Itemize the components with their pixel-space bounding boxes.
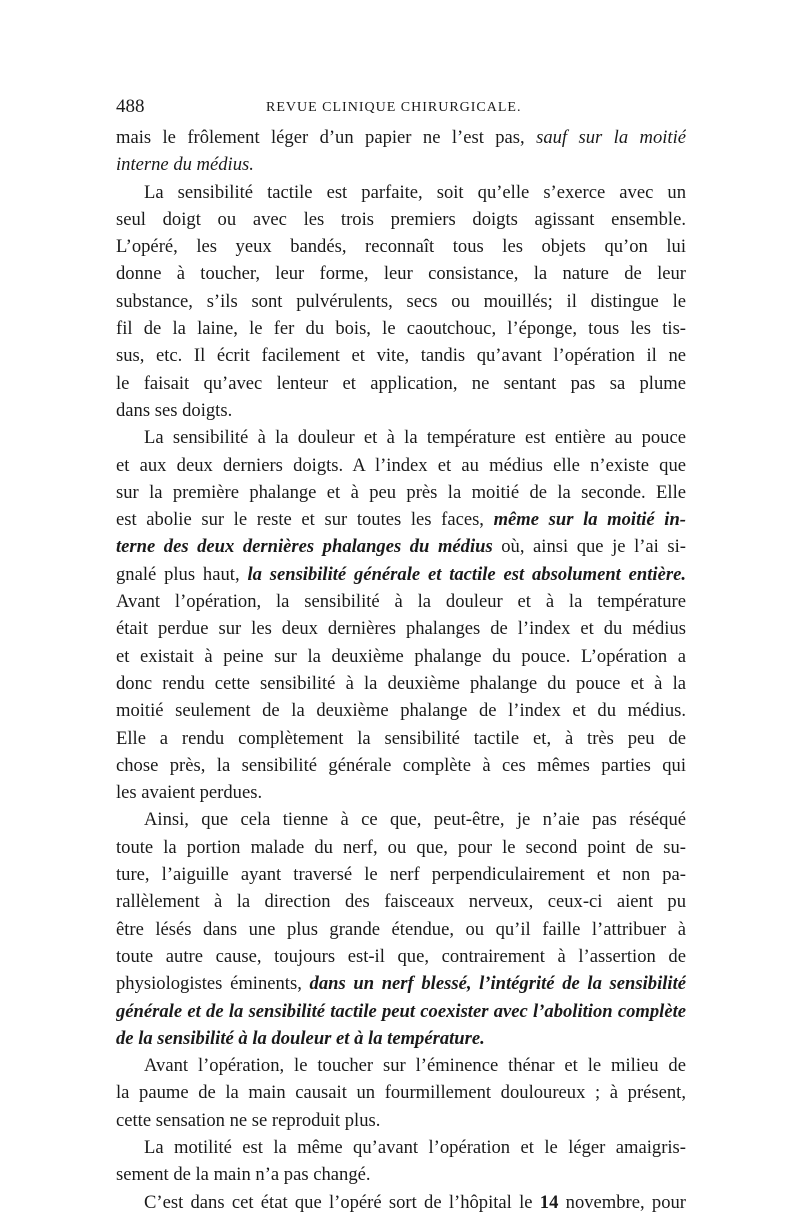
emphasized-text: 14 — [539, 1191, 559, 1213]
text-line — [116, 424, 686, 451]
text-line — [116, 806, 686, 833]
text-line — [116, 233, 686, 260]
emphasized-text: interne du médius. — [116, 154, 254, 176]
text-span: était perdue sur les deux dernières phalanges de l’index et du médius — [116, 618, 686, 640]
text-span: Avant l’opération, la sensibilité à la douleur et à la température — [116, 591, 686, 613]
text-span: Ainsi, que cela tienne à ce que, peut-être, je n’aie pas réséqué — [144, 809, 686, 831]
text-span: rallèlement à la direction des faisceaux nerveux, ceux-ci aient pu — [116, 891, 686, 913]
text-span: seul doigt ou avec les trois premiers doigts agissant ensemble. — [116, 208, 686, 230]
text-span: donne à toucher, leur forme, leur consistance, la nature de leur — [116, 263, 686, 285]
text-line — [116, 834, 686, 861]
text-span: sur la première phalange et à peu près la moitié de la seconde. Elle — [116, 481, 686, 503]
text-line — [116, 533, 686, 560]
text-line — [116, 124, 686, 151]
text-line — [116, 506, 686, 533]
page-header — [116, 96, 686, 120]
text-line — [116, 916, 686, 943]
text-span: chose près, la sensibilité générale complète à ces mêmes parties qui — [116, 754, 686, 776]
text-line — [116, 1107, 686, 1134]
text-span: novembre, pour — [558, 1191, 686, 1213]
text-line — [116, 452, 686, 479]
text-line — [116, 315, 686, 342]
emphasized-text: la sensibilité générale et tactile est absolument entière. — [247, 563, 686, 585]
text-line — [116, 342, 686, 369]
text-line — [116, 288, 686, 315]
emphasized-text: terne des deux dernières phalanges du médius — [116, 536, 493, 558]
text-line — [116, 643, 686, 670]
text-span: la paume de la main causait un fourmillement douloureux ; à présent, — [116, 1082, 686, 1104]
text-line — [116, 1025, 686, 1052]
text-span: mais le frôlement léger d’un papier ne l’est pas, — [116, 127, 537, 148]
text-span: et aux deux derniers doigts. A l’index et au médius elle n’existe que — [116, 454, 686, 476]
text-line — [116, 888, 686, 915]
text-line — [116, 1189, 686, 1216]
text-span: donc rendu cette sensibilité à la deuxième phalange du pouce et à la — [116, 672, 686, 694]
emphasized-text: de la sensibilité à la douleur et à la température. — [116, 1027, 485, 1049]
text-line — [116, 397, 686, 424]
text-span: sus, etc. Il écrit facilement et vite, tandis qu’avant l’opération il ne — [116, 345, 686, 367]
text-line — [116, 206, 686, 233]
text-span: C’est dans cet état que l’opéré sort de l’hôpital le — [144, 1191, 540, 1213]
text-line — [116, 561, 686, 588]
text-span: sement de la main n’a pas changé. — [116, 1164, 371, 1186]
text-line — [116, 588, 686, 615]
text-span: où, ainsi que je l’ai si- — [492, 536, 686, 558]
text-span: substance, s’ils sont pulvérulents, secs ou mouillés; il distingue le — [116, 290, 686, 312]
text-line — [116, 670, 686, 697]
page-number: 488 — [116, 96, 145, 117]
text-line — [116, 752, 686, 779]
text-span: Elle a rendu complètement la sensibilité tactile et, à très peu de — [116, 727, 686, 749]
text-line — [116, 697, 686, 724]
text-span: L’opéré, les yeux bandés, reconnaît tous les objets qu’on lui — [116, 236, 686, 258]
text-line — [116, 779, 686, 806]
text-line — [116, 970, 686, 997]
text-line — [116, 479, 686, 506]
text-line — [116, 370, 686, 397]
text-line — [116, 1052, 686, 1079]
text-span: ture, l’aiguille ayant traversé le nerf perpendiculairement et non pa- — [116, 864, 686, 886]
text-span: La motilité est la même qu’avant l’opération et le léger amaigris- — [144, 1136, 686, 1158]
text-span: être lésés dans une plus grande étendue, ou qu’il faille l’attribuer à — [116, 918, 686, 940]
text-span: et existait à peine sur la deuxième phalange du pouce. L’opération a — [116, 645, 686, 667]
text-span: le faisait qu’avec lenteur et application, ne sentant pas sa plume — [116, 372, 686, 394]
emphasized-text: dans un nerf blessé, l’intégrité de la sensibilité — [309, 973, 686, 995]
text-span: les avaient perdues. — [116, 782, 263, 804]
emphasized-text: générale et de la sensibilité tactile peut coexister avec l’abolition complète — [116, 1000, 686, 1022]
text-line — [116, 1134, 686, 1161]
text-span: toute la portion malade du nerf, ou que, pour le second point de su- — [116, 836, 686, 858]
text-line — [116, 725, 686, 752]
text-line — [116, 151, 686, 178]
text-line — [116, 1079, 686, 1106]
text-span: Avant l’opération, le toucher sur l’éminence thénar et le milieu de — [144, 1055, 686, 1077]
emphasized-text: même sur la moitié in- — [493, 509, 686, 531]
text-line — [116, 260, 686, 287]
text-span: toute autre cause, toujours est-il que, contrairement à l’assertion de — [116, 945, 686, 967]
body-text — [116, 124, 686, 1216]
text-line — [116, 1161, 686, 1188]
emphasized-text: sauf sur la moitié — [536, 127, 686, 148]
text-span: moitié seulement de la deuxième phalange de l’index et du médius. — [116, 700, 686, 722]
text-span: dans ses doigts. — [116, 399, 233, 421]
text-span: gnalé plus haut, — [116, 563, 248, 585]
text-line — [116, 943, 686, 970]
text-span: est abolie sur le reste et sur toutes les faces, — [116, 509, 494, 531]
text-line — [116, 998, 686, 1025]
text-span: physiologistes éminents, — [116, 973, 310, 995]
text-line — [116, 861, 686, 888]
text-span: La sensibilité tactile est parfaite, soit qu’elle s’exerce avec un — [144, 181, 686, 203]
running-title: REVUE CLINIQUE CHIRURGICALE. — [266, 100, 522, 115]
text-span: La sensibilité à la douleur et à la température est entière au pouce — [144, 427, 686, 449]
text-line — [116, 615, 686, 642]
text-span: cette sensation ne se reproduit plus. — [116, 1109, 381, 1131]
text-span: fil de la laine, le fer du bois, le caoutchouc, l’éponge, tous les tis- — [116, 318, 686, 340]
text-line — [116, 179, 686, 206]
